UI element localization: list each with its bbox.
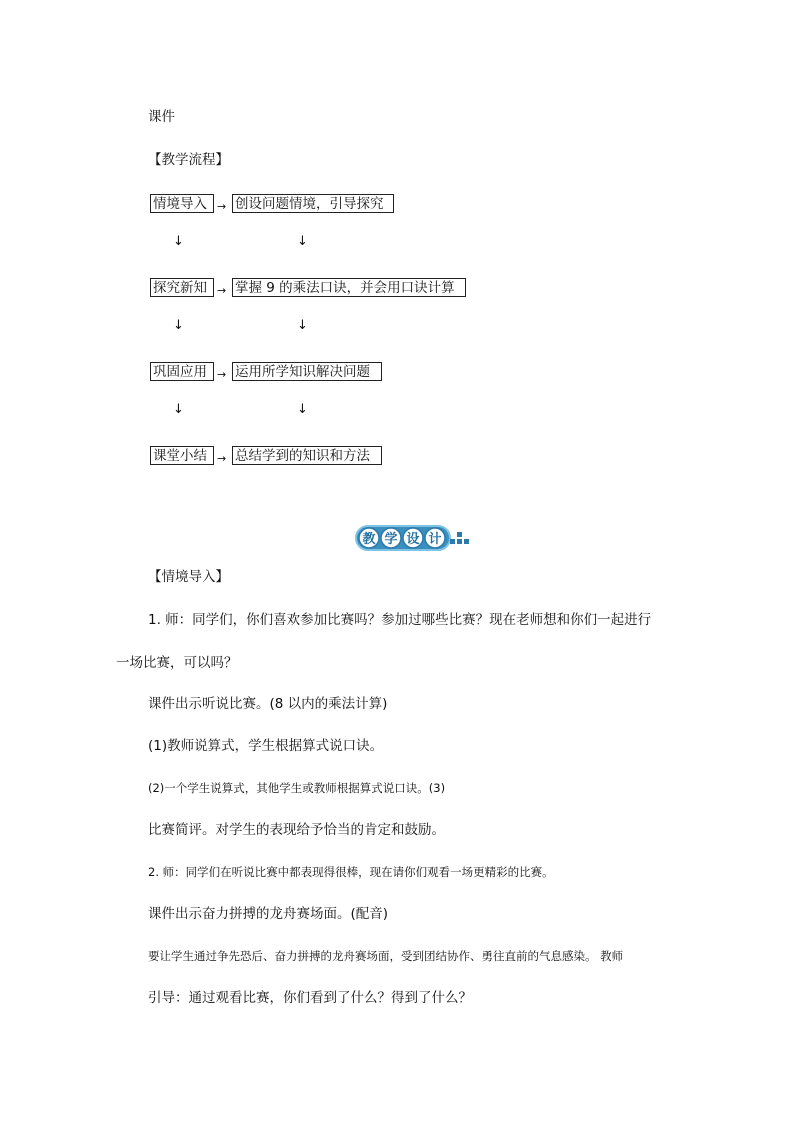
arrow-down-icon: ↓	[297, 318, 308, 333]
arrow-right-icon: →	[217, 200, 227, 213]
flow-desc-2: 掌握 9 的乘法口诀，并会用口诀计算	[232, 278, 466, 297]
flow-step-1: 情境导入	[150, 194, 214, 213]
flow-step-4: 课堂小结	[150, 446, 214, 465]
arrow-down-icon: ↓	[173, 318, 184, 333]
banner-char: 计	[428, 532, 442, 547]
teaching-design-banner	[354, 522, 472, 554]
arrow-right-icon: →	[217, 284, 227, 297]
paragraph-6: 2. 师：同学们在听说比赛中都表现得很棒，现在请你们观看一场更精彩的比赛。	[148, 865, 554, 879]
paragraph-4: (2)一个学生说算式，其他学生或教师根据算式说口诀。(3)	[148, 781, 446, 795]
paragraph-8-line-2: 引导：通过观看比赛，你们看到了什么？得到了什么？	[148, 990, 472, 1006]
paragraph-5: 比赛简评。对学生的表现给予恰当的肯定和鼓励。	[148, 822, 445, 838]
top-label: 课件	[148, 109, 175, 125]
banner-char: 学	[384, 532, 398, 547]
paragraph-2: 课件出示听说比赛。(8 以内的乘法计算)	[148, 696, 388, 712]
flow-desc-3: 运用所学知识解决问题	[232, 362, 382, 381]
paragraph-7: 课件出示奋力拼搏的龙舟赛场面。(配音)	[148, 906, 389, 922]
paragraph-3: (1)教师说算式，学生根据算式说口诀。	[148, 738, 384, 754]
arrow-right-icon: →	[217, 368, 227, 381]
banner-square-icon	[450, 539, 455, 544]
banner-square-icon	[457, 532, 462, 537]
flow-step-3: 巩固应用	[150, 362, 214, 381]
flow-desc-4: 总结学到的知识和方法	[232, 446, 382, 465]
section-heading: 【情境导入】	[148, 569, 229, 585]
arrow-down-icon: ↓	[173, 402, 184, 417]
arrow-right-icon: →	[217, 452, 227, 465]
flow-heading: 【教学流程】	[148, 152, 229, 168]
flow-step-2: 探究新知	[150, 278, 214, 297]
paragraph-1-line-1: 1. 师：同学们，你们喜欢参加比赛吗？参加过哪些比赛？现在老师想和你们一起进行	[148, 612, 652, 628]
banner-char: 设	[406, 532, 420, 547]
arrow-down-icon: ↓	[173, 234, 184, 249]
banner-char: 教	[362, 532, 376, 547]
paragraph-1-line-2: 一场比赛，可以吗？	[116, 655, 238, 671]
arrow-down-icon: ↓	[297, 402, 308, 417]
banner-square-icon	[464, 539, 469, 544]
flow-desc-1: 创设问题情境，引导探究	[232, 194, 394, 213]
paragraph-8-line-1: 要让学生通过争先恐后、奋力拼搏的龙舟赛场面，受到团结协作、勇往直前的气息感染。 教师	[148, 949, 624, 963]
arrow-down-icon: ↓	[297, 234, 308, 249]
banner-square-icon	[457, 539, 462, 544]
